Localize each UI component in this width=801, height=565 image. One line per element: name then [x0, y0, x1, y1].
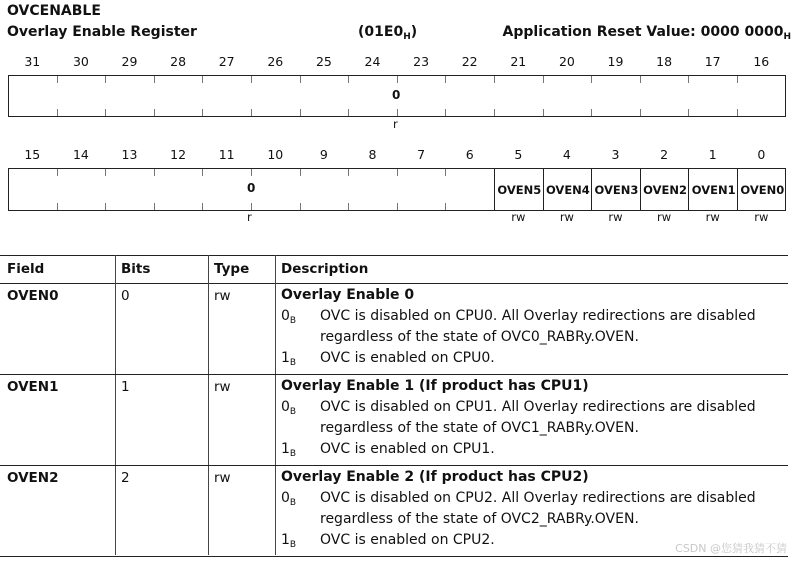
bit-tick	[640, 109, 641, 116]
value-0-code	[281, 306, 296, 332]
bit-tick	[251, 169, 252, 176]
bit-tick	[154, 109, 155, 116]
bit-tick	[105, 109, 106, 116]
value-0-text: OVC is disabled on CPU1. All Overlay redirections are disabled	[320, 399, 756, 415]
row-type: rw	[214, 379, 231, 395]
lower-bit-numbers	[0, 147, 801, 165]
bit-tick	[494, 109, 495, 116]
field-table	[0, 255, 801, 555]
bit-tick	[543, 76, 544, 83]
bit-number: 17	[704, 54, 721, 69]
value-code-digit: 0	[281, 399, 290, 415]
table-top-rule	[0, 255, 788, 256]
bit-number: 7	[417, 147, 426, 162]
field-access: rw	[608, 210, 623, 224]
bit-field-oven1: OVEN1	[688, 169, 738, 210]
value-1-text: OVC is enabled on CPU2.	[320, 532, 495, 548]
bit-tick	[397, 109, 398, 116]
bit-number: 23	[413, 54, 430, 69]
row-bits: 0	[121, 288, 130, 304]
header-field: Field	[7, 261, 45, 277]
bit-tick	[445, 203, 446, 210]
bit-tick	[57, 76, 58, 83]
row-rule	[0, 374, 788, 375]
bit-tick	[251, 109, 252, 116]
row-title: Overlay Enable 0	[281, 287, 415, 303]
bit-tick	[591, 76, 592, 83]
column-rule	[115, 255, 116, 555]
bit-tick	[105, 76, 106, 83]
bit-tick	[445, 169, 446, 176]
value-code-radix: B	[289, 498, 297, 508]
bit-tick	[251, 76, 252, 83]
bit-number: 22	[461, 54, 478, 69]
bit-number: 26	[267, 54, 284, 69]
bit-number: 0	[757, 147, 766, 162]
bit-tick	[300, 76, 301, 83]
reserved-field-access: r	[247, 210, 252, 224]
bit-tick	[202, 109, 203, 116]
bit-field-oven3: OVEN3	[591, 169, 641, 210]
field-access: rw	[657, 210, 672, 224]
bit-tick	[445, 76, 446, 83]
bit-tick	[251, 203, 252, 210]
row-field-name: OVEN2	[7, 470, 59, 486]
bit-tick	[202, 76, 203, 83]
bit-tick	[348, 203, 349, 210]
bit-tick	[688, 76, 689, 83]
value-code-radix: B	[289, 316, 297, 326]
value-0-text-cont: regardless of the state of OVC1_RABRy.OVEN.	[320, 420, 639, 436]
bit-field-oven2: OVEN2	[640, 169, 690, 210]
value-0-text-cont: regardless of the state of OVC0_RABRy.OVEN.	[320, 329, 639, 345]
bit-number: 13	[121, 147, 138, 162]
bit-tick	[300, 203, 301, 210]
value-code-digit: 0	[281, 490, 290, 506]
value-0-text: OVC is disabled on CPU2. All Overlay redirections are disabled	[320, 490, 756, 506]
row-rule	[0, 556, 788, 557]
bit-tick	[105, 169, 106, 176]
register-address: $(01E0_H)$	[358, 24, 418, 42]
value-code-digit: 1	[281, 532, 290, 548]
bit-tick	[543, 109, 544, 116]
bit-field-oven5: OVEN5	[494, 169, 544, 210]
register-long-name: Overlay Enable Register	[7, 24, 197, 40]
bit-number: 24	[364, 54, 381, 69]
value-code-digit: 1	[281, 350, 290, 366]
row-title: Overlay Enable 2 (If product has CPU2)	[281, 469, 589, 485]
upper-register-box	[8, 75, 786, 117]
bit-tick	[737, 109, 738, 116]
value-1-code	[281, 530, 296, 556]
bit-number: 30	[72, 54, 89, 69]
value-code-digit: 0	[281, 308, 290, 324]
bit-tick	[397, 203, 398, 210]
bit-number: 11	[218, 147, 235, 162]
bit-number: 3	[611, 147, 620, 162]
bit-number: 8	[368, 147, 377, 162]
bit-number: 27	[218, 54, 235, 69]
header-bits: Bits	[121, 261, 151, 277]
bit-tick	[154, 203, 155, 210]
bit-number: 19	[607, 54, 624, 69]
value-1-text: OVC is enabled on CPU1.	[320, 441, 495, 457]
value-1-text: OVC is enabled on CPU0.	[320, 350, 495, 366]
bit-number: 15	[24, 147, 41, 162]
value-0-code	[281, 488, 296, 514]
bit-tick	[397, 76, 398, 83]
bit-number: 29	[121, 54, 138, 69]
row-type: rw	[214, 288, 231, 304]
bit-field-oven4: OVEN4	[543, 169, 593, 210]
row-title: Overlay Enable 1 (If product has CPU1)	[281, 378, 589, 394]
row-bits: 1	[121, 379, 130, 395]
value-0-text-cont: regardless of the state of OVC2_RABRy.OVEN.	[320, 511, 639, 527]
bit-tick	[348, 76, 349, 83]
bit-tick	[445, 109, 446, 116]
bit-number: 6	[465, 147, 474, 162]
bit-tick	[300, 169, 301, 176]
row-rule	[0, 465, 788, 466]
field-access: rw	[559, 210, 574, 224]
column-rule	[275, 255, 276, 555]
bit-tick	[300, 109, 301, 116]
bit-tick	[494, 76, 495, 83]
bit-tick	[348, 109, 349, 116]
bit-tick	[154, 76, 155, 83]
lower-register-box	[8, 168, 786, 211]
reserved-field-value: 0	[247, 181, 256, 195]
bit-number: 9	[319, 147, 328, 162]
bit-number: 5	[514, 147, 523, 162]
value-0-code	[281, 397, 296, 423]
field-access: rw	[511, 210, 526, 224]
header-type: Type	[214, 261, 250, 277]
bit-tick	[57, 169, 58, 176]
header-rule	[0, 283, 788, 284]
bit-tick	[688, 109, 689, 116]
bit-number: 21	[510, 54, 527, 69]
bit-tick	[640, 76, 641, 83]
row-type: rw	[214, 470, 231, 486]
lower-access-row	[0, 210, 801, 226]
bit-tick	[105, 203, 106, 210]
bit-number: 1	[708, 147, 717, 162]
bit-tick	[348, 169, 349, 176]
value-code-radix: B	[289, 540, 297, 550]
register-short-name: OVCENABLE	[7, 3, 101, 19]
bit-number: 10	[267, 147, 284, 162]
value-code-radix: B	[289, 449, 297, 459]
value-0-text: OVC is disabled on CPU0. All Overlay redirections are disabled	[320, 308, 756, 324]
bit-number: 25	[315, 54, 332, 69]
bit-tick	[397, 169, 398, 176]
bit-number: 2	[660, 147, 669, 162]
bit-number: 4	[562, 147, 571, 162]
upper-field-access: r	[393, 117, 398, 131]
bit-tick	[57, 203, 58, 210]
bit-number: 31	[24, 54, 41, 69]
field-access: rw	[705, 210, 720, 224]
upper-bit-numbers	[0, 54, 801, 72]
column-rule	[208, 255, 209, 555]
bit-tick	[591, 109, 592, 116]
bit-number: 16	[753, 54, 770, 69]
value-1-code	[281, 439, 296, 465]
bit-number: 14	[72, 147, 89, 162]
reset-value: Application Reset Value: 0000 $0000_H$	[502, 24, 791, 42]
upper-field-value: 0	[392, 88, 401, 102]
value-code-digit: 1	[281, 441, 290, 457]
row-field-name: OVEN1	[7, 379, 59, 395]
bit-number: 18	[656, 54, 673, 69]
value-1-code	[281, 348, 296, 374]
bit-number: 28	[170, 54, 187, 69]
value-code-radix: B	[289, 358, 297, 368]
bit-tick	[737, 76, 738, 83]
watermark: CSDN @您猜我猜不猜	[675, 542, 787, 555]
bit-tick	[154, 169, 155, 176]
bit-tick	[202, 169, 203, 176]
row-bits: 2	[121, 470, 130, 486]
field-access: rw	[754, 210, 769, 224]
row-field-name: OVEN0	[7, 288, 59, 304]
bit-tick	[57, 109, 58, 116]
value-code-radix: B	[289, 407, 297, 417]
bit-tick	[202, 203, 203, 210]
bit-field-oven0: OVEN0	[737, 169, 787, 210]
bit-number: 20	[558, 54, 575, 69]
header-description: Description	[281, 261, 369, 277]
bit-number: 12	[170, 147, 187, 162]
